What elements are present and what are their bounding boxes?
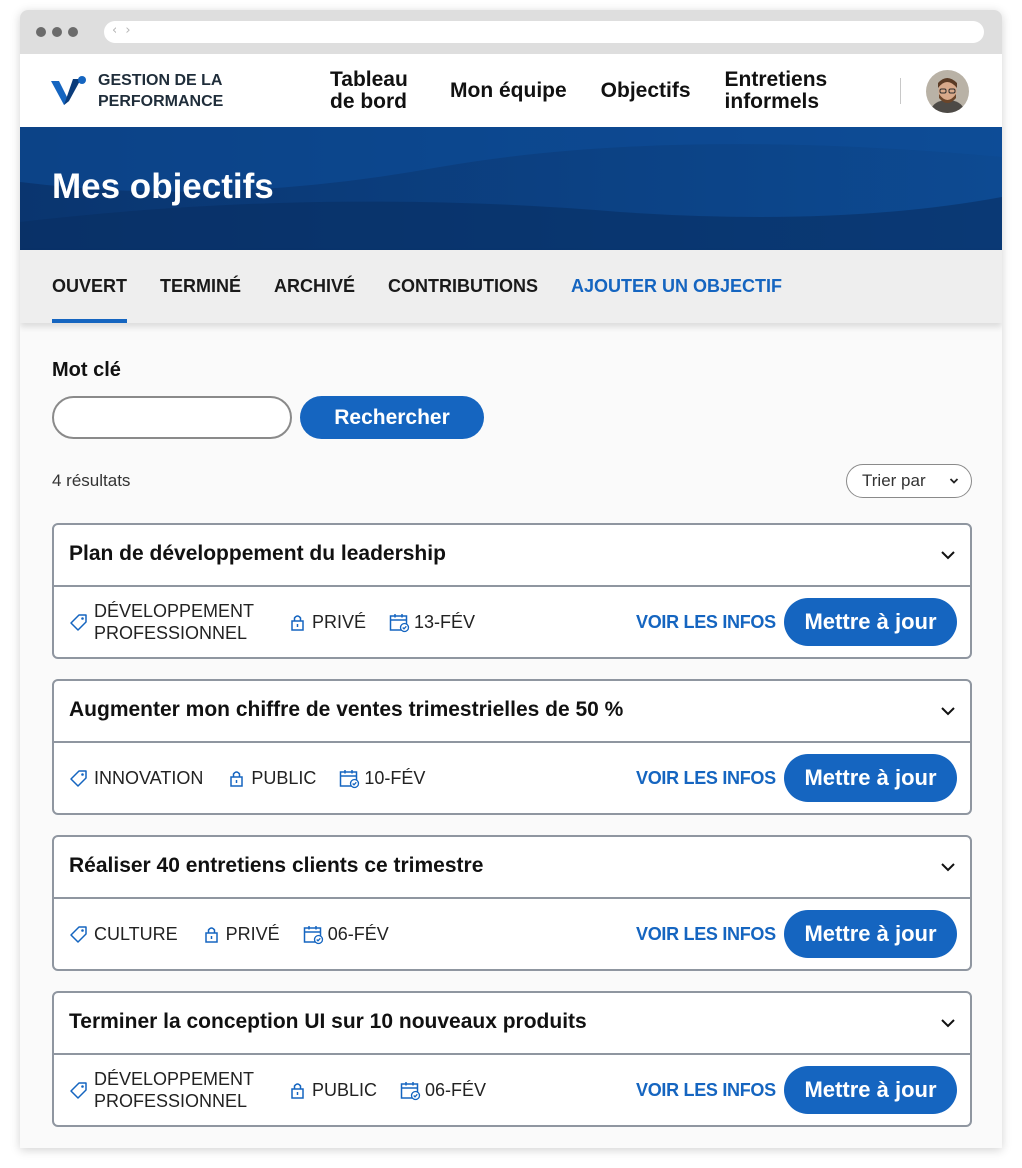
- calendar-check-icon: [338, 767, 360, 789]
- goal-category-label: CULTURE: [94, 924, 178, 944]
- chevron-down-icon[interactable]: [940, 705, 956, 717]
- goal-date-label: 06-FÉV: [327, 923, 389, 944]
- view-details-link[interactable]: VOIR LES INFOS: [636, 612, 776, 632]
- goal-category: [68, 600, 264, 644]
- tab-archive[interactable]: ARCHIVÉ: [274, 276, 356, 296]
- tag-icon: [68, 1079, 90, 1101]
- goal-category: [68, 1068, 264, 1112]
- goal-category-label: DÉVELOPPEMENT PROFESSIONNEL: [94, 601, 254, 643]
- page-title: Mes objectifs: [52, 167, 274, 206]
- goal-card-body: [54, 743, 970, 813]
- goal-visibility-label: PRIVÉ: [312, 611, 367, 632]
- goal-card: [52, 835, 972, 971]
- goal-date-label: 06-FÉV: [425, 1079, 487, 1100]
- goal-card-header[interactable]: [54, 837, 970, 899]
- goal-card: [52, 991, 972, 1127]
- goal-date-label: 10-FÉV: [364, 767, 426, 788]
- goal-category-label: INNOVATION: [94, 768, 204, 788]
- goal-date: [399, 1079, 486, 1101]
- goal-title: Plan de développement du leadership: [69, 542, 446, 565]
- back-forward-icon[interactable]: ‹ ›: [112, 23, 133, 38]
- goal-card-header[interactable]: [54, 525, 970, 587]
- window-dot[interactable]: [52, 27, 62, 37]
- goal-card-body: [54, 587, 970, 657]
- goal-visibility: [200, 923, 280, 945]
- chevron-down-icon: [949, 477, 959, 485]
- tab-termine[interactable]: TERMINÉ: [160, 276, 242, 296]
- view-details-link[interactable]: VOIR LES INFOS: [636, 768, 776, 788]
- nav-item-mon-equipe[interactable]: Mon équipe: [450, 78, 567, 102]
- goal-title: Réaliser 40 entretiens clients ce trimestre: [69, 854, 484, 877]
- tag-icon: [68, 767, 90, 789]
- calendar-check-icon: [302, 923, 324, 945]
- goal-card: [52, 679, 972, 815]
- add-goal-link[interactable]: AJOUTER UN OBJECTIF: [571, 276, 783, 296]
- goal-card-body: [54, 899, 970, 969]
- search-input[interactable]: [52, 396, 292, 439]
- calendar-check-icon: [388, 611, 410, 633]
- window-dot[interactable]: [68, 27, 78, 37]
- keyword-label: Mot clé: [52, 359, 121, 381]
- nav-divider: [900, 78, 901, 104]
- logo-icon: [51, 75, 87, 107]
- lock-icon: [200, 923, 222, 945]
- update-button[interactable]: Mettre à jour: [784, 1066, 957, 1114]
- page-banner: [20, 127, 1002, 250]
- goal-card-header[interactable]: [54, 993, 970, 1055]
- goal-visibility-label: PUBLIC: [251, 767, 317, 788]
- app-header: [20, 54, 1002, 127]
- goal-title: Augmenter mon chiffre de ventes trimestrielles de 50 %: [69, 698, 624, 721]
- calendar-check-icon: [399, 1079, 421, 1101]
- tab-contributions[interactable]: CONTRIBUTIONS: [388, 276, 539, 296]
- nav-item-objectifs[interactable]: Objectifs: [600, 78, 691, 102]
- goal-visibility: [286, 611, 366, 633]
- goal-date: [388, 611, 475, 633]
- avatar[interactable]: [926, 70, 969, 113]
- nav-item-entretiens-informels[interactable]: Entretiens informels: [724, 67, 828, 113]
- goal-category: [68, 923, 178, 945]
- window-controls: [36, 27, 78, 37]
- update-button[interactable]: Mettre à jour: [784, 910, 957, 958]
- tag-icon: [68, 611, 90, 633]
- sort-dropdown[interactable]: [846, 464, 972, 498]
- window-dot[interactable]: [36, 27, 46, 37]
- brand-name: GESTION DE LA PERFORMANCE: [98, 72, 224, 110]
- view-details-link[interactable]: VOIR LES INFOS: [636, 924, 776, 944]
- search-button[interactable]: Rechercher: [300, 396, 484, 439]
- lock-icon: [286, 1079, 308, 1101]
- goal-list: [52, 523, 972, 1147]
- results-count: 4 résultats: [52, 471, 131, 490]
- goal-visibility-label: PUBLIC: [312, 1079, 378, 1100]
- lock-icon: [286, 611, 308, 633]
- sort-label: Trier par: [862, 471, 926, 490]
- goal-category-label: DÉVELOPPEMENT PROFESSIONNEL: [94, 1069, 254, 1111]
- address-bar[interactable]: [104, 21, 984, 43]
- chevron-down-icon[interactable]: [940, 1017, 956, 1029]
- view-details-link[interactable]: VOIR LES INFOS: [636, 1080, 776, 1100]
- tab-ouvert[interactable]: OUVERT: [52, 250, 127, 323]
- goal-card-header[interactable]: [54, 681, 970, 743]
- nav-item-tableau-de-bord[interactable]: Tableau de bord: [330, 67, 408, 113]
- main-nav: [330, 54, 837, 127]
- browser-chrome: [20, 10, 1002, 54]
- goal-category: [68, 767, 203, 789]
- lock-icon: [225, 767, 247, 789]
- goal-tabs: [20, 250, 1002, 323]
- chevron-down-icon[interactable]: [940, 549, 956, 561]
- update-button[interactable]: Mettre à jour: [784, 598, 957, 646]
- chevron-down-icon[interactable]: [940, 861, 956, 873]
- goal-card: [52, 523, 972, 659]
- goal-visibility: [225, 767, 316, 789]
- browser-window: [20, 10, 1002, 1148]
- goal-title: Terminer la conception UI sur 10 nouveaux produits: [69, 1010, 587, 1033]
- goal-date-label: 13-FÉV: [414, 611, 476, 632]
- goal-visibility-label: PRIVÉ: [225, 923, 280, 944]
- tag-icon: [68, 923, 90, 945]
- update-button[interactable]: Mettre à jour: [784, 754, 957, 802]
- goal-date: [338, 767, 425, 789]
- goal-date: [302, 923, 389, 945]
- goal-visibility: [286, 1079, 377, 1101]
- goal-card-body: [54, 1055, 970, 1125]
